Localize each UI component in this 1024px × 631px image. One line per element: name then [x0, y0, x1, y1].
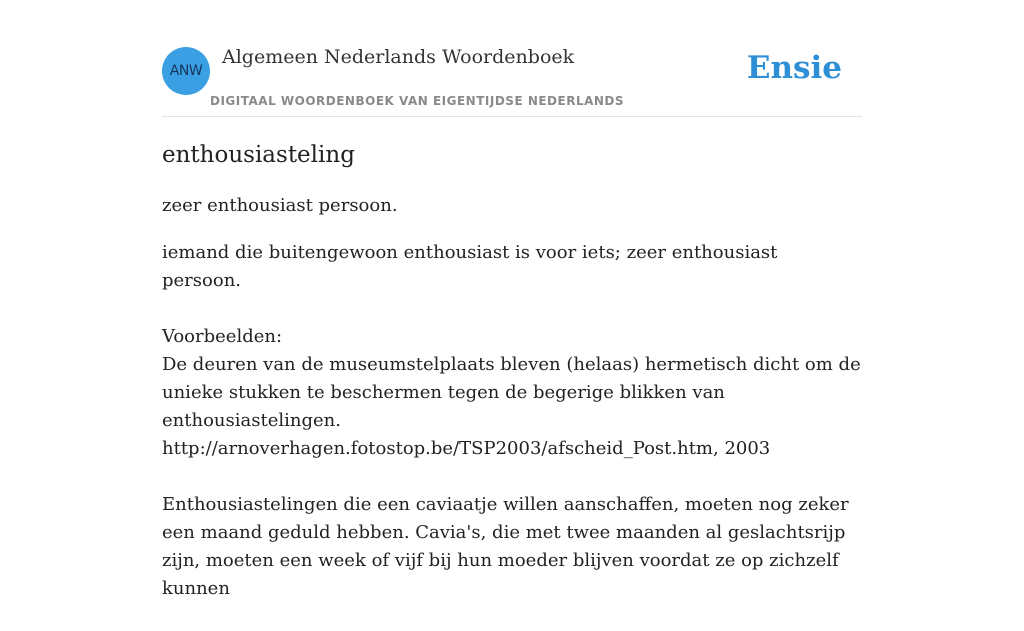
site-subtitle: DIGITAAL WOORDENBOEK VAN EIGENTIJDSE NEDERLANDS: [210, 94, 625, 108]
anw-logo[interactable]: ANW: [162, 47, 210, 95]
short-definition: zeer enthousiast persoon.: [162, 195, 398, 216]
entry-content: [162, 130, 862, 631]
example-item: [162, 351, 862, 463]
example-source: http://arnoverhagen.fotostop.be/TSP2003/afscheid_Post.htm, 2003: [162, 438, 771, 459]
site-header: [162, 0, 862, 117]
example-item: [162, 491, 862, 603]
ensie-brand-link[interactable]: Ensie: [746, 50, 842, 86]
example-text: De deuren van de museumstelplaats bleven (helaas) hermetisch dicht om de unieke stukken te beschermen tegen de begerige blikken van enthousiastelingen.: [162, 354, 861, 431]
site-title[interactable]: Algemeen Nederlands Woordenboek: [222, 46, 575, 68]
examples-section: [162, 323, 862, 603]
long-definition: iemand die buitengewoon enthousiast is voor iets; zeer enthousiast persoon.: [162, 242, 778, 291]
examples-label: Voorbeelden:: [162, 326, 283, 347]
example-text: Enthousiastelingen die een caviaatje willen aanschaffen, moeten nog zeker een maand geduld hebben. Cavia's, die met twee maanden al geslachtsrijp zijn, moeten een week of vijf bij hun moeder blijven voordat ze op zichzelf kunnen: [162, 494, 849, 599]
entry-headword: enthousiasteling: [162, 142, 355, 168]
